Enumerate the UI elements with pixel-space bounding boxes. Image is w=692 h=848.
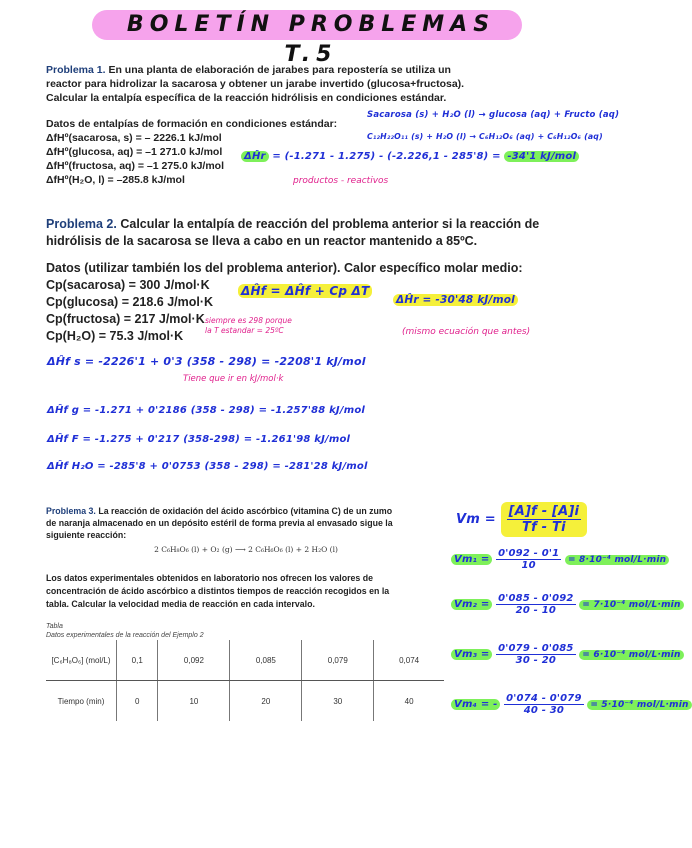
hw-products-reactants-note: productos - reactivos xyxy=(293,176,389,186)
hw-note-298: siempre es 298 porque la T estandar = 25ºC xyxy=(205,316,292,335)
reaction-equation: 2 C₆H₈O₆ (l) + O₂ (g) ⟶ 2 C₆H₆O₆ (l) + 2 H₂O (l) xyxy=(154,545,338,554)
hw-units-note: Tiene que ir en kJ/mol·k xyxy=(183,374,284,384)
problem-3-instructions: Los datos experimentales obtenidos en laboratorio nos ofrecen los valores de concentración de ácido ascórbico a distintos tiempos de reacción recogidos en la tabla. Calcular la velocidad media de reacción en cada intervalo. xyxy=(46,573,390,609)
hw-same-equation-note: (mismo ecuación que antes) xyxy=(402,327,531,337)
hw-enthalpy-fructosa: ΔĤf F = -1.275 + 0'217 (358-298) = -1.261'98 kJ/mol xyxy=(47,434,351,445)
hw-problem-2-result: ΔĤr = -30'48 kJ/mol xyxy=(393,294,518,306)
hw-velocity-2: Vm₂ = $\frac{0'085 - 0'092}{20 - 10}$ = 7·10⁻⁴ mol/L·min xyxy=(451,593,684,616)
problem-2-data: Datos (utilizar también los del problema anterior). Calor específico molar medio: Cp(sacarosa) = 300 J/mol·K Cp(glucosa) = 218.6 J/mol·K Cp(fructosa) = 217 J/mol·K Cp(H₂O) = 75.3 J/mol·K xyxy=(46,261,523,343)
hw-enthalpy-glucosa: ΔĤf g = -1.271 + 0'2186 (358 - 298) = -1.257'88 kJ/mol xyxy=(47,405,366,416)
page-title: BOLETÍN PROBLEMAS T.5 xyxy=(126,12,496,67)
hw-reaction-words: Sacarosa (s) + H₂O (l) → glucosa (aq) + Fructo (aq) xyxy=(367,110,620,120)
problem-1-data: Datos de entalpías de formación en condiciones estándar: ΔfHº(sacarosa, s) = – 2226.1 kJ/mol ΔfHº(glucosa, aq) = –1 271.0 kJ/mol ΔfHº(fructosa, aq) = –1 275.0 kJ/mol ΔfHº(H₂O, l) = –285.8 kJ/mol xyxy=(46,118,338,186)
problem-1-statement: Problema 1. En una planta de elaboración de jarabes para repostería se utiliza un reactor para hidrolizar la sacarosa y obtener un jarabe invertido (glucosa+fructosa). Calcular la entalpía específica de la reacción hidrólisis en condiciones estándar. xyxy=(46,64,465,104)
hw-velocity-3: Vm₃ = $\frac{0'079 - 0'085}{30 - 20}$ = 6·10⁻⁴ mol/L·min xyxy=(451,643,684,666)
hw-reaction-formula: C₁₂H₂₂O₁₁ (s) + H₂O (l) → C₆H₁₂O₆ (aq) + C₆H₁₂O₆ (aq) xyxy=(367,132,603,141)
hw-velocity-4: Vm₄ = - $\frac{0'074 - 0'079}{40 - 30}$ = 5·10⁻⁴ mol/L·min xyxy=(451,693,692,716)
hw-kirchhoff-formula: ΔĤf = ΔĤf + Cp ΔT xyxy=(238,284,372,298)
table-row: [C₆H₈O₆] (mol/L) 0,1 0,092 0,085 0,079 0,074 xyxy=(46,640,444,681)
row-label-time: Tiempo (min) xyxy=(57,696,105,706)
hw-velocity-formula: Vm = $\frac{[A]f - [A]i}{Tf - Ti}$ xyxy=(456,502,587,537)
hw-enthalpy-water: ΔĤf H₂O = -285'8 + 0'0753 (358 - 298) = -281'28 kJ/mol xyxy=(47,461,368,472)
hw-enthalpy-sacarosa: ΔĤf s = -2226'1 + 0'3 (358 - 298) = -2208'1 kJ/mol xyxy=(47,355,366,368)
experimental-data-table xyxy=(46,640,444,721)
table-caption: Tabla Datos experimentales de la reacción del Ejemplo 2 xyxy=(46,623,204,639)
row-label-concentration: [C₆H₈O₆] (mol/L) xyxy=(46,640,117,681)
hw-enthalpy-line: ΔĤr = (-1.271 - 1.275) - (-2.226,1 - 285'8) = -34'1 kJ/mol xyxy=(241,151,579,162)
table-row: Tiempo (min) 0 10 20 30 40 xyxy=(46,681,444,722)
problem-3-statement: Problema 3. La reacción de oxidación del ácido ascórbico (vitamina C) de un zumo de naranja almacenado en un depósito estéril de forma previa al envasado sigue la siguiente reacción: xyxy=(46,506,393,540)
problem-2-statement: Problema 2. Calcular la entalpía de reacción del problema anterior si la reacción de hidrólisis de la sacarosa se lleva a cabo en un reactor mantenido a 85ºC. xyxy=(46,217,540,248)
hw-velocity-1: Vm₁ = $\frac{0'092 - 0'1}{10}$ = 8·10⁻⁴ mol/L·min xyxy=(451,548,669,571)
